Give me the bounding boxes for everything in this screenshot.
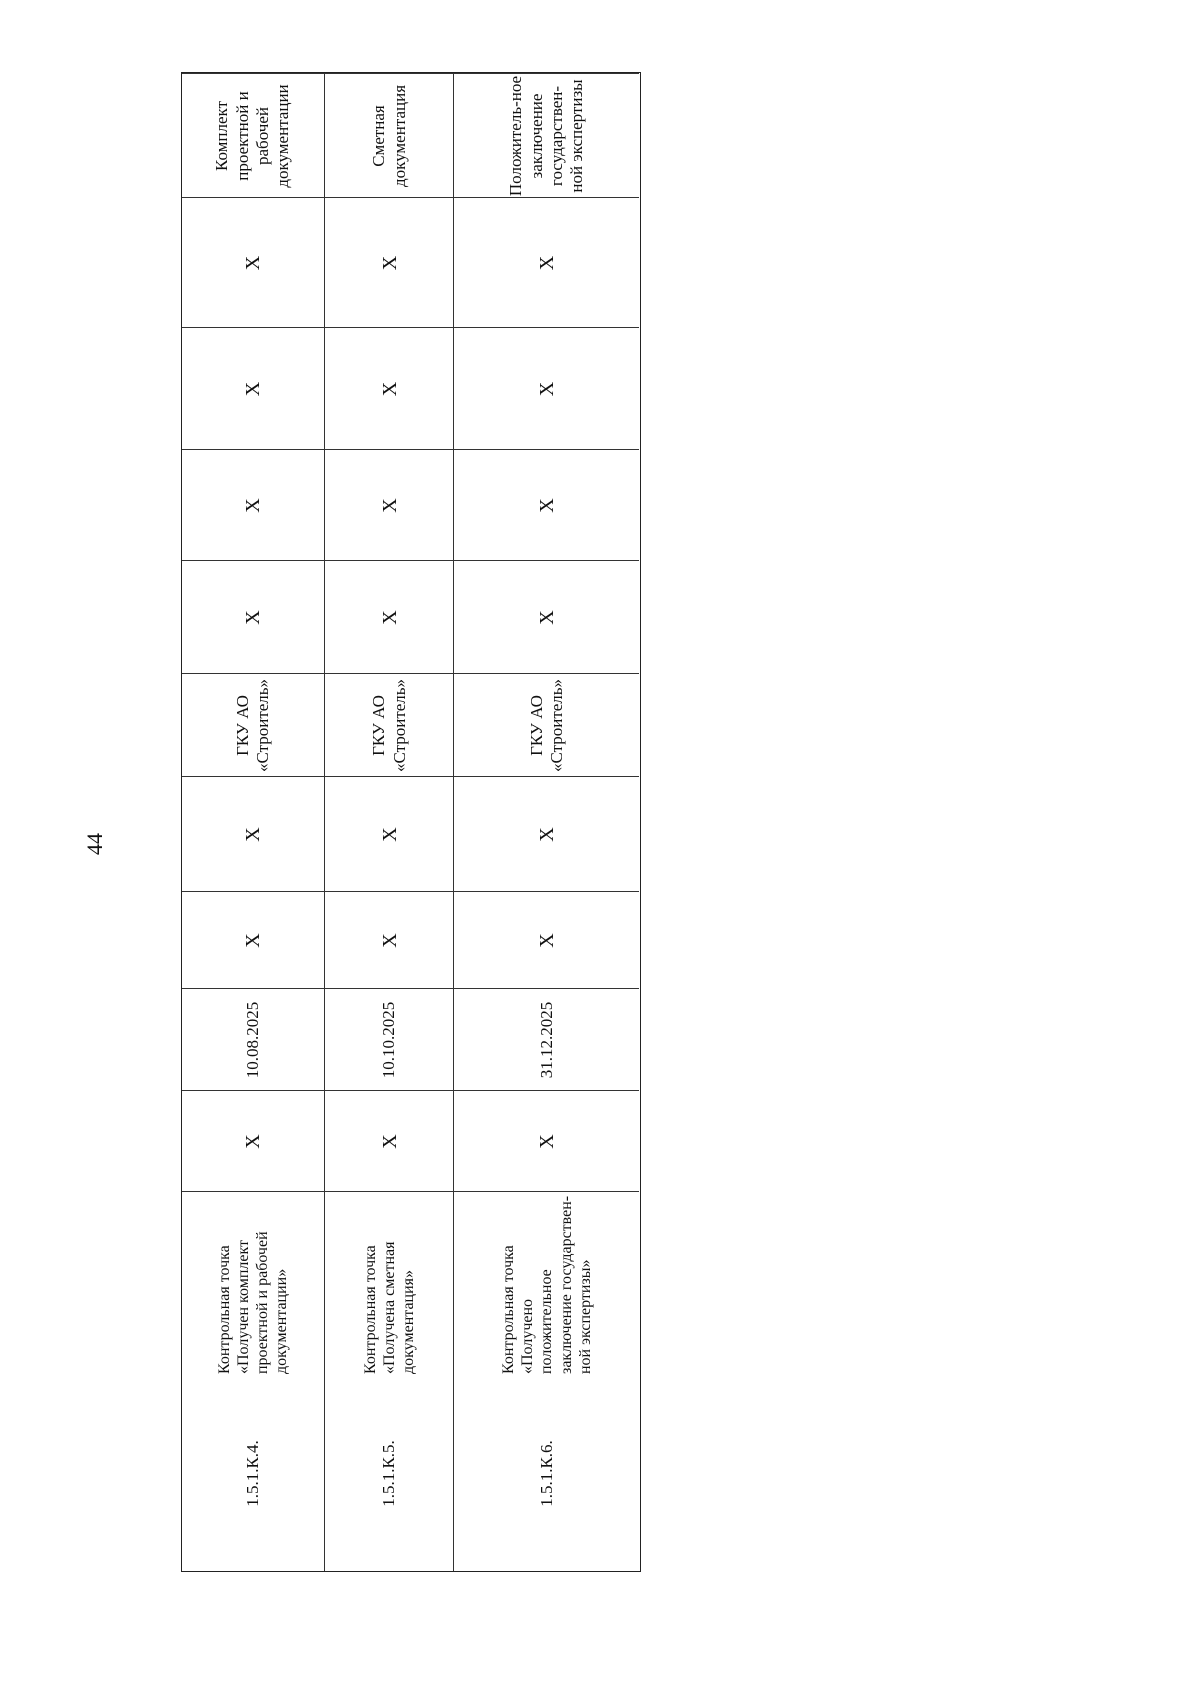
table-row — [453, 73, 639, 1571]
cell-5 — [325, 891, 453, 988]
cell-10-value: X — [378, 381, 401, 397]
row-date: 31.12.2025 — [536, 1001, 556, 1079]
cell-9 — [325, 449, 453, 560]
cell-9 — [454, 449, 639, 560]
cell-10-value: X — [242, 381, 264, 397]
executor-cell — [182, 673, 324, 776]
row-name: Контрольная точка «Получено положительное заключение государствен-ной экспертизы» — [500, 1195, 594, 1374]
row-result: Комплект проектной и рабочей документации — [212, 84, 293, 188]
cell-6 — [182, 776, 324, 891]
result-cell — [182, 73, 324, 197]
cell-10 — [454, 327, 639, 449]
cell-11-value: X — [378, 255, 401, 271]
cell-3 — [454, 1090, 639, 1191]
cell-3 — [325, 1090, 453, 1191]
executor-cell — [454, 673, 639, 776]
row-name: Контрольная точка «Получен комплект проектной и рабочей документации» — [215, 1231, 291, 1374]
cell-5 — [454, 891, 639, 988]
row-date: 10.10.2025 — [379, 1001, 399, 1079]
row-code: 1.5.1.К.4. — [242, 1440, 262, 1507]
cell-5-value: X — [378, 933, 401, 948]
row-name-cell — [325, 1191, 453, 1377]
cell-8-value: X — [536, 610, 558, 625]
cell-8 — [325, 560, 453, 673]
cell-9-value: X — [242, 498, 264, 513]
row-code-cell — [182, 1377, 324, 1570]
cell-5 — [182, 891, 324, 988]
cell-5-value: X — [536, 933, 558, 948]
row-date: 10.08.2025 — [242, 1001, 262, 1079]
table-row — [324, 73, 453, 1571]
row-executor: ГКУ АО «Строитель» — [369, 678, 409, 773]
cell-10 — [182, 327, 324, 449]
date-cell — [182, 988, 324, 1090]
cell-6 — [325, 776, 453, 891]
cell-8-value: X — [242, 610, 264, 625]
row-name-cell — [182, 1191, 324, 1377]
cell-10 — [325, 327, 453, 449]
cell-6-value: X — [242, 827, 264, 842]
cell-3-value: X — [378, 1134, 401, 1149]
cell-9-value: X — [536, 498, 558, 513]
row-code-cell — [454, 1377, 639, 1570]
cell-10-value: X — [536, 381, 558, 397]
cell-11 — [325, 197, 453, 327]
cell-11-value: X — [242, 255, 264, 271]
cell-5-value: X — [242, 933, 264, 948]
cell-11 — [454, 197, 639, 327]
row-name-cell — [454, 1191, 639, 1377]
row-code-cell — [325, 1377, 453, 1570]
row-result: Положитель-ное заключение государствен-ной экспертизы — [506, 75, 587, 197]
cell-3 — [182, 1090, 324, 1191]
row-executor: ГКУ АО «Строитель» — [526, 678, 566, 773]
date-cell — [325, 988, 453, 1090]
result-cell — [325, 73, 453, 197]
row-name: Контрольная точка «Получена сметная документация» — [361, 1241, 418, 1374]
cell-3-value: X — [536, 1134, 558, 1149]
executor-cell — [325, 673, 453, 776]
cell-8-value: X — [378, 610, 401, 625]
page-number: 44 — [82, 833, 107, 855]
cell-8 — [454, 560, 639, 673]
cell-11 — [182, 197, 324, 327]
cell-6 — [454, 776, 639, 891]
cell-8 — [182, 560, 324, 673]
row-executor: ГКУ АО «Строитель» — [232, 678, 272, 773]
row-code: 1.5.1.К.5. — [379, 1440, 399, 1507]
cell-9 — [182, 449, 324, 560]
cell-11-value: X — [536, 255, 558, 271]
table-row — [182, 73, 324, 1571]
row-code: 1.5.1.К.6. — [536, 1440, 556, 1507]
cell-9-value: X — [378, 498, 401, 513]
document-table — [181, 72, 641, 1572]
cell-6-value: X — [378, 827, 401, 842]
cell-6-value: X — [536, 827, 558, 842]
cell-3-value: X — [242, 1134, 264, 1149]
result-cell — [454, 73, 639, 197]
date-cell — [454, 988, 639, 1090]
row-result: Сметная документация — [369, 84, 409, 188]
